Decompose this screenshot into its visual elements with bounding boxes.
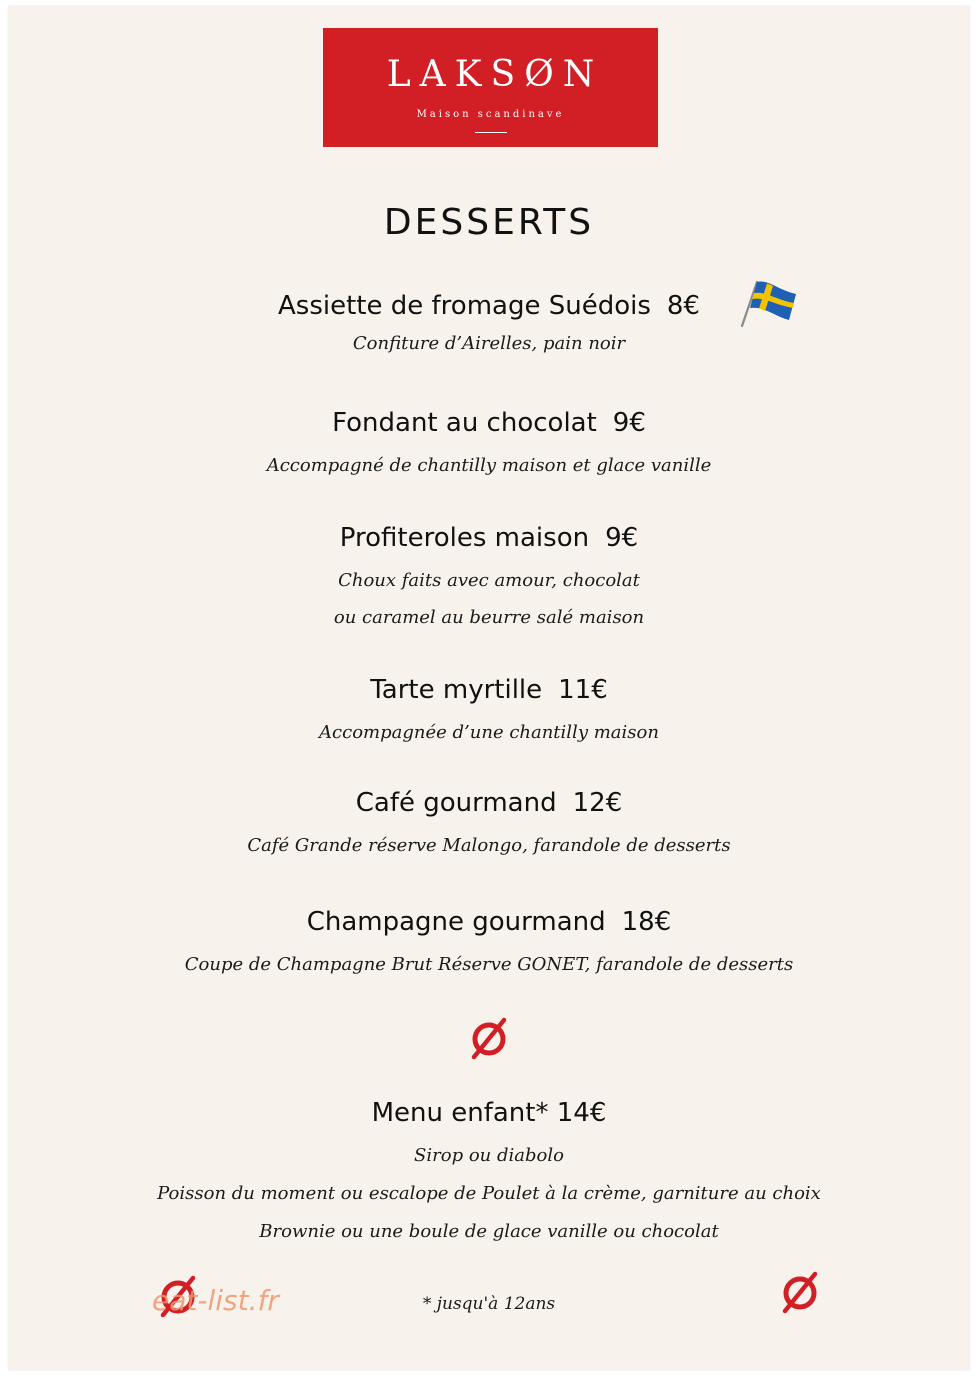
brand-name: LAKSØN [386,54,604,95]
menu-item-title [8,289,970,323]
section-title: DESSERTS [383,202,595,243]
menu-item-profiteroles [8,521,970,636]
brand-logo [323,28,658,147]
menu-item-title [8,521,970,555]
footnote: * jusqu'à 12ans [422,1294,556,1314]
menu-item-description: Confiture d’Airelles, pain noir [352,333,626,354]
menu-item-description: Café Grande réserve Malongo, farandole de desserts [247,835,731,856]
menu-item-name: Tarte myrtille [370,675,543,705]
o-slash-icon [469,1016,509,1060]
menu-item-name: Profiteroles maison [339,523,590,553]
menu-item-price: 18€ [621,907,672,937]
menu-item-tarte [8,673,970,751]
menu-item-fondant [8,406,970,484]
menu-item-champagne [8,905,970,983]
brand-tagline: Maison scandinave [416,109,565,120]
menu-item-name: Champagne gourmand [306,907,606,937]
menu-item-price: 8€ [666,291,700,321]
kids-menu-title [8,1096,970,1130]
menu-item-description: Choux faits avec amour, chocolat [338,570,640,591]
menu-item-description: Accompagnée d’une chantilly maison [319,722,659,743]
kids-menu-price: 14€ [556,1098,607,1128]
menu-item-price: 9€ [605,523,639,553]
menu-item-price: 9€ [612,408,646,438]
menu-item-cafe [8,786,970,864]
menu-item-title [8,786,970,820]
kids-menu-description: Sirop ou diabolo [414,1145,564,1166]
menu-item-title [8,406,970,440]
menu-item-title [8,905,970,939]
menu-page [8,6,970,1370]
menu-item-title [8,673,970,707]
menu-item-description: ou caramel au beurre salé maison [333,607,645,628]
watermark: eat-list.fr [152,1284,279,1317]
kids-menu [8,1096,970,1251]
menu-item-name: Café gourmand [355,788,557,818]
menu-item-price: 11€ [558,675,608,705]
kids-menu-name: Menu enfant* [371,1098,549,1128]
menu-item-name: Assiette de fromage Suédois [278,291,651,321]
logo-divider [475,132,507,133]
kids-menu-description: Brownie ou une boule de glace vanille ou chocolat [259,1221,719,1242]
kids-menu-description: Poisson du moment ou escalope de Poulet à la crème, garniture au choix [157,1183,821,1204]
menu-item-fromage [8,289,970,362]
swedish-flag-icon [738,278,800,330]
menu-item-description: Coupe de Champagne Brut Réserve GONET, farandole de desserts [184,954,794,975]
menu-item-price: 12€ [572,788,623,818]
menu-item-name: Fondant au chocolat [332,408,597,438]
menu-item-description: Accompagné de chantilly maison et glace vanille [266,455,712,476]
